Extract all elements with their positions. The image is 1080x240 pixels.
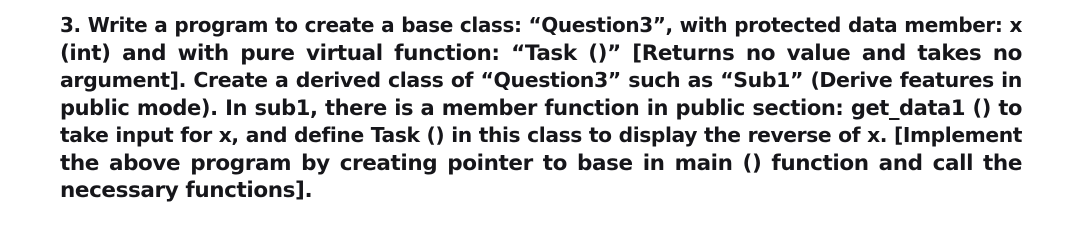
- question-line: take input for x, and define Task () in this class to display the reverse of x. [Implement: [60, 123, 1022, 147]
- question-line: necessary functions].: [60, 178, 313, 203]
- question-line: 3. Write a program to create a base class: “Question3”, with protected data member: x: [60, 13, 1022, 37]
- question-line: argument]. Create a derived class of “Question3” such as “Sub1” (Derive features in: [60, 68, 1022, 92]
- question-line: the above program by creating pointer to base in main () function and call the: [60, 150, 1022, 176]
- question-line: (int) and with pure virtual function: “Task ()” [Returns no value and takes no: [60, 40, 1022, 66]
- question-line: public mode). In sub1, there is a member function in public section: get_data1 () to: [60, 95, 1022, 120]
